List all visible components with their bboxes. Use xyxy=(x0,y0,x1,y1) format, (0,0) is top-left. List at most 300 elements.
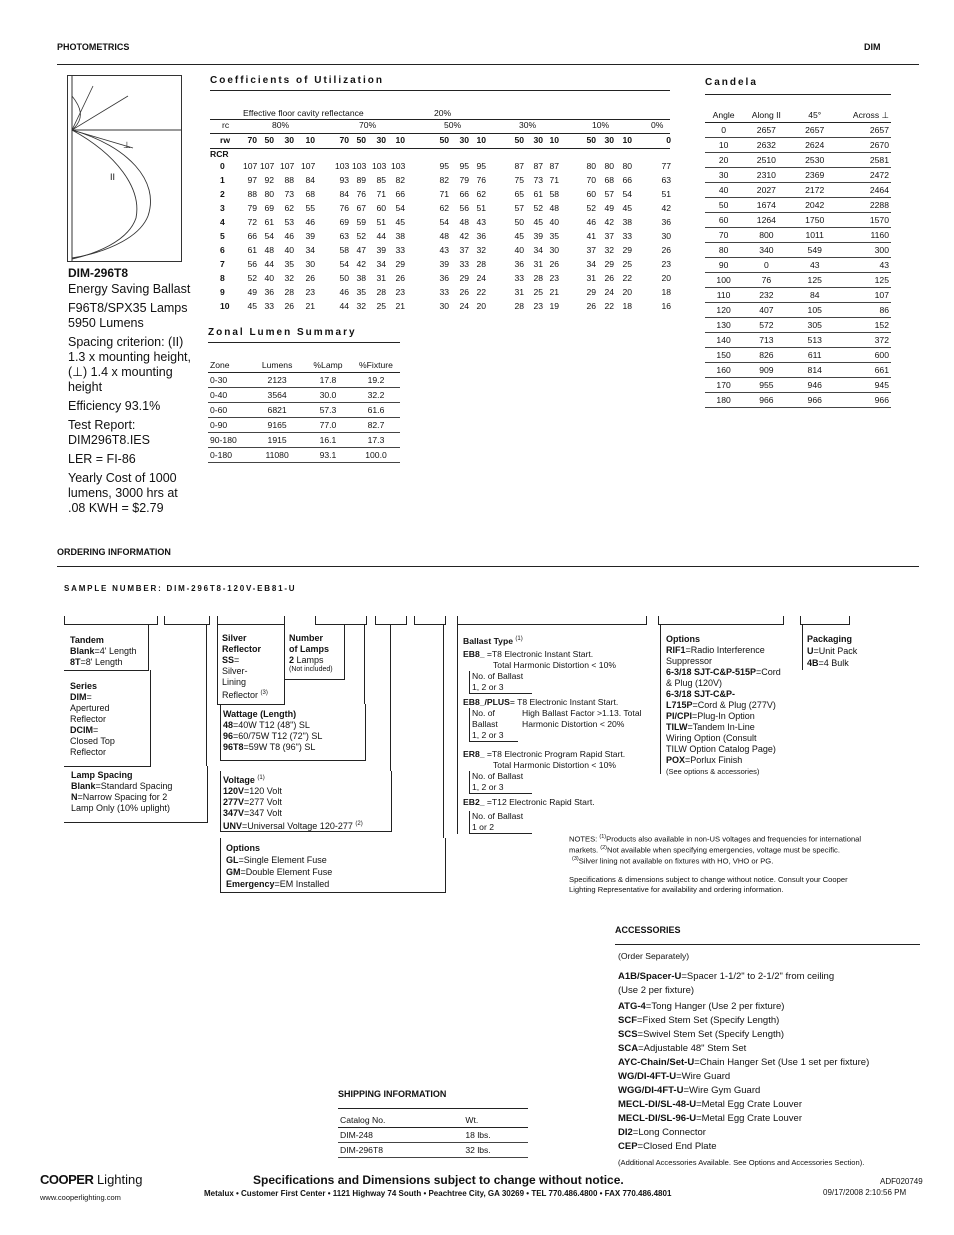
series-dcim-desc-1: Closed Top xyxy=(70,736,115,746)
candela-row xyxy=(705,123,891,138)
cu-value: 36 xyxy=(661,217,671,227)
cu-value: 73 xyxy=(284,189,294,199)
cu-value: 87 xyxy=(514,161,524,171)
candela-row xyxy=(705,333,891,348)
desc-lamps: F96T8/SPX35 Lamps 5950 Lumens xyxy=(68,301,188,330)
cu-value: 66 xyxy=(459,189,469,199)
slot-lamp-spacing xyxy=(164,616,210,625)
rcr-value: 6 xyxy=(220,245,225,255)
zonal-cell: 9165 xyxy=(250,418,304,433)
cu-value: 34 xyxy=(586,259,596,269)
cu-value: 51 xyxy=(661,189,671,199)
candela-row xyxy=(705,288,891,303)
rc-70: 70% xyxy=(359,120,377,130)
cu-value: 31 xyxy=(376,273,386,283)
cu-value: 51 xyxy=(476,203,486,213)
packaging-block xyxy=(807,633,857,669)
fuse-gl-code: GL xyxy=(226,855,239,865)
lamp-spacing-title: Lamp Spacing xyxy=(71,770,133,780)
candela-header: 45° xyxy=(791,108,839,123)
zonal-cell: 17.8 xyxy=(304,373,352,388)
candela-row xyxy=(705,273,891,288)
candela-cell: 110 xyxy=(705,288,742,303)
cu-value: 33 xyxy=(264,301,274,311)
cu-value: 31 xyxy=(514,287,524,297)
desc-ler: LER = FI-86 xyxy=(68,452,136,466)
shipping-table xyxy=(338,1113,528,1158)
rw-value: 30 xyxy=(376,135,386,145)
cu-value: 20 xyxy=(476,301,486,311)
accessory-desc: =Long Connector xyxy=(632,1127,706,1138)
fuse-options-connector xyxy=(443,624,444,838)
candela-cell: 2657 xyxy=(839,123,891,138)
rc-10: 10% xyxy=(592,120,610,130)
cu-value: 107 xyxy=(260,161,275,171)
option-rif1-code: RIF1 xyxy=(666,645,686,655)
accessory-item xyxy=(618,1140,918,1154)
cu-value: 25 xyxy=(533,287,543,297)
candela-cell: 120 xyxy=(705,303,742,318)
accessories-footnote: (Additional Accessories Available. See Options and Accessories Section). xyxy=(618,1158,865,1167)
slot-options xyxy=(658,616,784,625)
ballast-eb8-desc: =T8 Electronic Instant Start. xyxy=(486,648,594,659)
cu-value: 39 xyxy=(305,231,315,241)
rw-value: 0 xyxy=(666,135,671,145)
cu-value: 85 xyxy=(376,175,386,185)
shipping-header-row xyxy=(338,1113,528,1128)
cu-value: 69 xyxy=(264,203,274,213)
candela-cell: 130 xyxy=(705,318,742,333)
cu-value: 48 xyxy=(549,203,559,213)
packaging-4b-code: 4B xyxy=(807,658,819,668)
ballast-eb2-count-label: No. of Ballast xyxy=(472,810,524,821)
note-2-text: Not available when specifying emergencies, voltage must be specific. xyxy=(606,845,840,855)
series-block xyxy=(70,681,115,758)
candela-row xyxy=(705,213,891,228)
cu-value: 22 xyxy=(622,273,632,283)
voltage-connector xyxy=(390,624,391,771)
cu-value: 103 xyxy=(372,161,387,171)
zonal-row xyxy=(208,373,400,388)
cu-value: 51 xyxy=(376,217,386,227)
cu-value: 37 xyxy=(604,231,614,241)
series-dim-desc-2: Reflector xyxy=(70,714,107,724)
candela-cell: 1674 xyxy=(742,198,790,213)
zonal-cell: 30.0 xyxy=(304,388,352,403)
cu-value: 20 xyxy=(661,273,671,283)
slot-voltage xyxy=(414,616,446,625)
cu-value: 32 xyxy=(284,273,294,283)
efcr-value: 20% xyxy=(434,108,452,118)
cu-value: 47 xyxy=(356,245,366,255)
cu-value: 29 xyxy=(604,259,614,269)
ballast-eb8-count-label: No. of Ballast xyxy=(472,670,524,681)
cu-row xyxy=(210,203,670,217)
lamp-spacing-n-code: N xyxy=(71,792,78,802)
cu-value: 80 xyxy=(622,161,632,171)
candela-table xyxy=(705,108,891,408)
cu-value: 44 xyxy=(376,231,386,241)
note-1-mark: (1) xyxy=(599,834,607,840)
rw-value: 50 xyxy=(439,135,449,145)
zonal-cell: 57.3 xyxy=(304,403,352,418)
footer-url[interactable]: www.cooperlighting.com xyxy=(40,1193,121,1202)
cu-value: 73 xyxy=(533,175,543,185)
fuse-gl-desc: =Single Element Fuse xyxy=(238,855,327,865)
candela-cell: 50 xyxy=(705,198,742,213)
accessories-rule xyxy=(615,944,920,945)
zonal-cell: 82.7 xyxy=(352,418,400,433)
candela-cell: 305 xyxy=(791,318,839,333)
cu-value: 33 xyxy=(395,245,405,255)
lamps-2-code: 2 xyxy=(289,655,295,665)
candela-cell: 1264 xyxy=(742,213,790,228)
candela-header: Along II xyxy=(742,108,790,123)
cu-value: 62 xyxy=(476,189,486,199)
rw-value: 30 xyxy=(533,135,543,145)
series-dim-code: DIM xyxy=(70,692,87,702)
logo-cooper: COOPER xyxy=(40,1172,94,1187)
rw-value: 50 xyxy=(586,135,596,145)
candela-cell: 43 xyxy=(839,258,891,273)
cu-value: 52 xyxy=(533,203,543,213)
cu-value: 35 xyxy=(356,287,366,297)
lamps-block xyxy=(289,633,333,674)
option-tilw-desc: =Tandem In-Line xyxy=(687,722,755,732)
candela-cell: 90 xyxy=(705,258,742,273)
zonal-cell: 17.3 xyxy=(352,433,400,448)
cu-row xyxy=(210,217,670,231)
cu-value: 54 xyxy=(622,189,632,199)
accessory-item xyxy=(618,1014,918,1028)
zonal-cell: 16.1 xyxy=(304,433,352,448)
rc-0: 0% xyxy=(651,120,664,130)
cu-value: 80 xyxy=(604,161,614,171)
cu-value: 30 xyxy=(661,231,671,241)
voltage-120-desc: =120 Volt xyxy=(244,786,282,796)
candela-cell: 2464 xyxy=(839,183,891,198)
cu-value: 49 xyxy=(604,203,614,213)
voltage-unv-desc: =Universal Voltage 120-277 xyxy=(242,821,353,831)
candela-cell: 611 xyxy=(791,348,839,363)
cu-row xyxy=(210,175,670,189)
ordering-title: ORDERING INFORMATION xyxy=(57,547,171,557)
candela-row xyxy=(705,168,891,183)
candela-row xyxy=(705,183,891,198)
zonal-header: Lumens xyxy=(250,358,304,373)
cu-value: 107 xyxy=(243,161,258,171)
cu-value: 54 xyxy=(339,259,349,269)
candela-grid xyxy=(705,108,891,408)
candela-cell: 2624 xyxy=(791,138,839,153)
option-tilw-desc-3: TILW Option Catalog Page) xyxy=(666,744,776,754)
cu-value: 30 xyxy=(439,301,449,311)
accessory-desc: =Tong Hanger (Use 2 per fixture) xyxy=(645,1001,785,1012)
candela-cell: 713 xyxy=(742,333,790,348)
series-dcim-eq: = xyxy=(93,725,99,735)
desc-spacing: Spacing criterion: (II) 1.3 x mounting height, (⊥) 1.4 x mounting height xyxy=(68,335,191,394)
cu-value: 38 xyxy=(356,273,366,283)
cu-value: 67 xyxy=(356,203,366,213)
cu-value: 50 xyxy=(339,273,349,283)
cu-value: 65 xyxy=(514,189,524,199)
candela-cell: 2472 xyxy=(839,168,891,183)
accessory-item xyxy=(618,1084,918,1098)
cooper-logo xyxy=(40,1172,143,1187)
cu-value: 45 xyxy=(247,301,257,311)
rw-value: 30 xyxy=(459,135,469,145)
candela-cell: 60 xyxy=(705,213,742,228)
wattage-48-code: 48 xyxy=(223,720,234,730)
shipping-cell: 18 lbs. xyxy=(463,1128,528,1143)
candela-cell: 125 xyxy=(791,273,839,288)
zonal-cell: 19.2 xyxy=(352,373,400,388)
cu-row xyxy=(210,245,670,259)
perp-label: ⊥ xyxy=(123,140,131,150)
cu-value: 61 xyxy=(533,189,543,199)
accessory-item xyxy=(618,1070,918,1084)
rcr-value: 10 xyxy=(220,301,230,311)
cu-value: 75 xyxy=(514,175,524,185)
note-1-text: Products also available in non-US voltages and frequencies for international xyxy=(606,834,862,844)
zonal-row xyxy=(208,433,400,448)
candela-header: Angle xyxy=(705,108,742,123)
cu-value: 89 xyxy=(356,175,366,185)
cu-value: 59 xyxy=(356,217,366,227)
rc-30: 30% xyxy=(519,120,537,130)
series-title: Series xyxy=(70,681,98,691)
zonal-header: Zone xyxy=(208,358,250,373)
cu-value: 23 xyxy=(549,273,559,283)
candela-cell: 1750 xyxy=(791,213,839,228)
ballast-er8-desc: =T8 Electronic Program Rapid Start. xyxy=(486,748,626,759)
accessory-desc: =Wire Guard xyxy=(676,1071,731,1082)
rc-50: 50% xyxy=(444,120,462,130)
cu-value: 42 xyxy=(604,217,614,227)
candela-row xyxy=(705,363,891,378)
zonal-cell: 93.1 xyxy=(304,448,352,463)
voltage-277-code: 277V xyxy=(223,797,245,807)
cu-value: 66 xyxy=(622,175,632,185)
option-tilw-desc-2: Wiring Option (Consult xyxy=(666,733,757,743)
cu-value: 31 xyxy=(586,273,596,283)
cu-value: 68 xyxy=(305,189,315,199)
ballast-eb8-code: EB8_ xyxy=(463,648,485,659)
section-title-photometrics: PHOTOMETRICS xyxy=(57,42,130,52)
cu-value: 26 xyxy=(395,273,405,283)
tandem-title: Tandem xyxy=(70,635,104,645)
option-cord-l715p-code-2: L715P xyxy=(666,700,693,710)
cu-value: 52 xyxy=(356,231,366,241)
cu-value: 33 xyxy=(459,259,469,269)
candela-cell: 170 xyxy=(705,378,742,393)
footer-address: Metalux • Customer First Center • 1121 Highway 74 South • Peachtree City, GA 30269 • TEL 770.486.4800 • FAX 770.486.4801 xyxy=(204,1189,672,1198)
cu-value: 56 xyxy=(459,203,469,213)
option-tilw-code: TILW xyxy=(666,722,688,732)
cu-value: 26 xyxy=(459,287,469,297)
cu-value: 58 xyxy=(339,245,349,255)
cu-row xyxy=(210,301,670,315)
candela-cell: 125 xyxy=(839,273,891,288)
cu-value: 61 xyxy=(264,217,274,227)
candela-cell: 2657 xyxy=(742,123,790,138)
ballast-er8-count xyxy=(469,771,532,794)
cu-value: 29 xyxy=(586,287,596,297)
cu-value: 43 xyxy=(439,245,449,255)
cu-value: 66 xyxy=(247,231,257,241)
cu-row xyxy=(210,161,670,175)
candela-cell: 2042 xyxy=(791,198,839,213)
candela-cell: 160 xyxy=(705,363,742,378)
lamp-spacing-n-desc: =Narrow Spacing for 2 xyxy=(77,792,168,802)
zonal-cell: 0-180 xyxy=(208,448,250,463)
option-cord-515p-desc-2: & Plug (120V) xyxy=(666,678,723,688)
candela-row xyxy=(705,348,891,363)
cu-value: 54 xyxy=(395,203,405,213)
zonal-cell: 0-30 xyxy=(208,373,250,388)
ballast-eb8plus-count xyxy=(469,708,518,742)
cu-value: 23 xyxy=(395,287,405,297)
zonal-cell: 3564 xyxy=(250,388,304,403)
silver-desc-3: Reflector xyxy=(222,690,259,700)
cu-value: 79 xyxy=(459,175,469,185)
slot-ballast xyxy=(457,616,647,625)
cu-value: 19 xyxy=(549,301,559,311)
cu-value: 24 xyxy=(476,273,486,283)
rcr-value: 5 xyxy=(220,231,225,241)
rw-value: 30 xyxy=(284,135,294,145)
cu-value: 50 xyxy=(514,217,524,227)
notes-label: NOTES: xyxy=(569,834,600,844)
zonal-cell: 77.0 xyxy=(304,418,352,433)
rcr-value: 1 xyxy=(220,175,225,185)
candela-cell: 70 xyxy=(705,228,742,243)
cu-rule-2 xyxy=(210,133,670,134)
wattage-96-code: 96 xyxy=(223,731,234,741)
polar-diagram xyxy=(67,75,182,262)
cu-value: 88 xyxy=(247,189,257,199)
accessory-item xyxy=(618,1126,918,1140)
voltage-block xyxy=(223,773,363,832)
candela-cell: 84 xyxy=(791,288,839,303)
cu-value: 76 xyxy=(356,189,366,199)
accessory-item xyxy=(618,1098,918,1112)
cu-value: 25 xyxy=(622,259,632,269)
cu-value: 76 xyxy=(476,175,486,185)
wattage-96t8-code: 96T8 xyxy=(223,742,244,752)
efcr-label: Effective floor cavity reflectance xyxy=(243,108,364,118)
desc-ballast: Energy Saving Ballast xyxy=(68,282,191,296)
shipping-cell: DIM-248 xyxy=(338,1128,463,1143)
accessories-title: ACCESSORIES xyxy=(615,925,681,935)
accessory-item xyxy=(618,1000,918,1014)
cu-value: 58 xyxy=(549,189,559,199)
wattage-48-desc: =40W T12 (48") SL xyxy=(233,720,310,730)
silver-desc-2: Lining xyxy=(222,677,247,687)
options-see-note: (See options & accessories) xyxy=(666,767,760,776)
rw-value: 70 xyxy=(247,135,257,145)
candela-cell: 86 xyxy=(839,303,891,318)
cu-value: 44 xyxy=(264,259,274,269)
candela-cell: 2581 xyxy=(839,153,891,168)
zonal-title: Zonal Lumen Summary xyxy=(208,327,357,338)
note-3-mark: (3) xyxy=(572,856,579,863)
cu-value: 56 xyxy=(247,259,257,269)
model-name: DIM-296T8 xyxy=(68,266,129,280)
cu-value: 22 xyxy=(476,287,486,297)
cu-value: 46 xyxy=(305,217,315,227)
ballast-eb2-count-values: 1 or 2 xyxy=(472,821,494,832)
slot-packaging xyxy=(800,616,850,625)
fuse-gm-code: GM xyxy=(226,867,241,877)
rcr-value: 9 xyxy=(220,287,225,297)
cu-row xyxy=(210,259,670,273)
cu-value: 95 xyxy=(439,161,449,171)
accessory-code: MECL-DI/SL-48-U xyxy=(618,1099,697,1110)
cu-value: 46 xyxy=(586,217,596,227)
cu-value: 26 xyxy=(661,245,671,255)
accessory-a1b-desc: =Spacer 1-1/2" to 2-1/2" from ceiling xyxy=(681,971,835,982)
cu-value: 63 xyxy=(339,231,349,241)
rc-label: rc xyxy=(222,120,230,130)
lamps-note: (Not included) xyxy=(289,666,333,673)
ballast-box xyxy=(457,624,458,834)
cu-value: 62 xyxy=(284,203,294,213)
spec-note-2: Lighting Representative for availability and ordering information. xyxy=(569,884,784,894)
ballast-eb8plus-count-label-2: Ballast xyxy=(472,718,498,729)
candela-row xyxy=(705,378,891,393)
cu-value: 35 xyxy=(549,231,559,241)
cu-value: 70 xyxy=(586,175,596,185)
lamps-2-desc: Lamps xyxy=(294,655,324,665)
ballast-er8-count-label: No. of Ballast xyxy=(472,770,524,781)
accessory-code: SCF xyxy=(618,1015,637,1026)
ballast-eb8-count xyxy=(469,671,532,694)
cu-value: 95 xyxy=(459,161,469,171)
candela-cell: 1570 xyxy=(839,213,891,228)
ballast-title: Ballast Type xyxy=(463,635,513,646)
candela-cell: 30 xyxy=(705,168,742,183)
fuse-options-block xyxy=(226,842,332,890)
cu-value: 48 xyxy=(264,245,274,255)
ballast-eb8plus-count-label-1: No. of xyxy=(472,707,495,718)
wattage-96t8-desc: =59W T8 (96") SL xyxy=(243,742,316,752)
cu-title: Coefficients of Utilization xyxy=(210,75,384,86)
cu-value: 55 xyxy=(305,203,315,213)
candela-cell: 945 xyxy=(839,378,891,393)
cu-value: 36 xyxy=(514,259,524,269)
cu-value: 107 xyxy=(280,161,295,171)
lamp-spacing-blank-code: Blank xyxy=(71,781,96,791)
ballast-eb2-count xyxy=(469,811,532,834)
accessory-item xyxy=(618,1056,918,1070)
candela-row xyxy=(705,153,891,168)
candela-cell: 407 xyxy=(742,303,790,318)
option-pox-code: POX xyxy=(666,755,686,765)
cu-value: 28 xyxy=(533,273,543,283)
cu-value: 32 xyxy=(604,245,614,255)
shipping-grid xyxy=(338,1113,528,1158)
ballast-er8-thd: Total Harmonic Distortion < 10% xyxy=(493,759,616,770)
voltage-347-desc: =347 Volt xyxy=(244,808,282,818)
candela-cell: 2657 xyxy=(791,123,839,138)
candela-row xyxy=(705,258,891,273)
accessory-code: DI2 xyxy=(618,1127,633,1138)
rcr-value: 3 xyxy=(220,203,225,213)
cu-value: 45 xyxy=(514,231,524,241)
cu-value: 28 xyxy=(284,287,294,297)
candela-title-rule xyxy=(705,94,891,95)
